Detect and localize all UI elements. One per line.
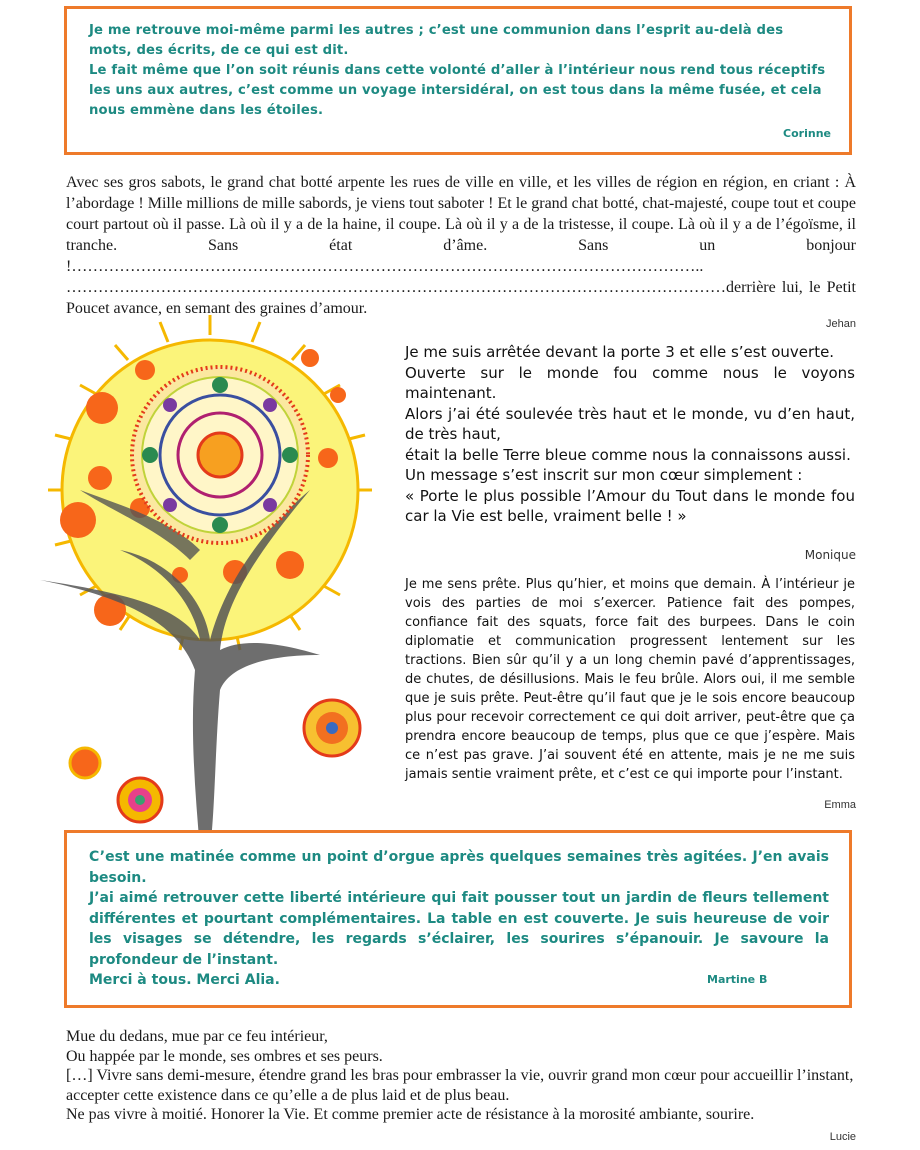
martine-paragraph-1: C’est une matinée comme un point d’orgue après quelques semaines très agitées. J’en avais besoin. — [89, 849, 829, 886]
quote-box-corinne — [64, 6, 852, 155]
lucie-signature: Lucie — [829, 1131, 856, 1143]
monique-line: Un message s’est inscrit sur mon cœur simplement : — [405, 466, 803, 484]
lucie-line: Mue du dedans, mue par ce feu intérieur, — [66, 1028, 328, 1045]
monique-line: Ouverte sur le monde fou comme nous le voyons maintenant. — [405, 363, 855, 402]
central-mandala — [132, 367, 308, 543]
monique-line: « Porte le plus possible l’Amour du Tout dans le monde fou car la Vie est belle, vraiment belle ! » — [405, 486, 855, 525]
small-mandala-bottom — [118, 778, 162, 822]
monique-line: Alors j’ai été soulevée très haut et le monde, vu d’en haut, de très haut, — [405, 404, 855, 443]
jehan-signature: Jehan — [826, 318, 856, 330]
small-mandala-right — [304, 700, 360, 756]
corinne-paragraph-1: Je me retrouve moi-même parmi les autres ; c’est une communion dans l’esprit au-delà des mots, des écrits, de ce qui est dit. — [89, 23, 784, 58]
monique-line: Je me suis arrêtée devant la porte 3 et elle s’est ouverte. — [405, 343, 835, 361]
quote-box-martine — [64, 830, 852, 1008]
monique-signature: Monique — [804, 548, 856, 562]
tree-sun-mandala-illustration — [20, 310, 400, 850]
monique-line: était la belle Terre bleue comme nous la connaissons aussi. — [405, 445, 851, 464]
martine-paragraph-2: J’ai aimé retrouver cette liberté intérieure qui fait pousser tout un jardin de fleurs tellement différentes et pourtant complémentaires. La table en est couverte. Je suis heureuse de voir les visages se détendre, les regards s’éclairer, les sourires s’épanouir. Je savoure la profondeur de l’instant. — [89, 890, 829, 968]
corinne-signature: Corinne — [783, 127, 831, 140]
corinne-paragraph-2: Le fait même que l’on soit réunis dans cette volonté d’aller à l’intérieur nous rend tous réceptifs les uns aux autres, c’est comme un voyage intersidéral, on est tous dans la même fusée, et cela nous emmène dans les étoiles. — [89, 63, 826, 118]
emma-signature: Emma — [824, 799, 856, 811]
lucie-line: Ou happée par le monde, ses ombres et ses peurs. — [66, 1047, 383, 1065]
lucie-line: […] Vivre sans demi-mesure, étendre grand les bras pour embrasser la vie, ouvrir grand mon cœur pour accueillir l’instant, accepter cette existence dans ce qu’elle a de plus laid et de plus beau. — [66, 1067, 854, 1104]
lucie-line: Ne pas vivre à moitié. Honorer la Vie. Et comme premier acte de résistance à la morosité ambiante, sourire. — [66, 1106, 755, 1123]
martine-paragraph-3: Merci à tous. Merci Alia. — [89, 972, 280, 988]
jehan-text: Avec ses gros sabots, le grand chat botté arpente les rues de ville en ville, et les villes de région en région, en criant : À l’abordage ! Mille millions de mille sabords, je viens tout saboter ! Et le grand chat botté, chat-majesté, coupe tout et coupe court partout où il passe. Là où il y a de la haine, il coupe. Là où il y a de la tristesse, il coupe. Là où il y a de l’égoïsme, il tranche. Sans état d’âme. Sans un bonjour !……………………………………………………………………………………………………….. ………….…………………………………………………………………………………………………derrière lui, le Petit Poucet avance, en semant des graines d’amour. — [66, 174, 856, 317]
martine-signature: Martine B — [707, 973, 768, 986]
emma-text: Je me sens prête. Plus qu’hier, et moins que demain. À l’intérieur je vois des parties de moi s’exercer. Patience fait des pompes, confiance fait des squats, force fait des burpees. Dans le coin diplomatie et communication progressent lentement sur les tractions. Bien sûr qu’il y a un long chemin pavé d’apprentissages, de chutes, de désillusions. Mais le feu brûle. Alors oui, il me semble que je suis prête. Peut-être qu’il faut que je le sois encore beaucoup plus pour recevoir correctement ce qui doit arriver, peut-être que ça prendra encore beaucoup de temps, plus que ce que j’espère. Mais ce n’est pas grave. J’ai souvent été en attente, mais je ne me suis jamais sentie vraiment prête, et c’est ce qui importe pour l’instant. — [405, 577, 855, 782]
lucie-text — [66, 1027, 856, 1125]
small-sun-left — [70, 748, 100, 778]
monique-text — [405, 342, 855, 527]
